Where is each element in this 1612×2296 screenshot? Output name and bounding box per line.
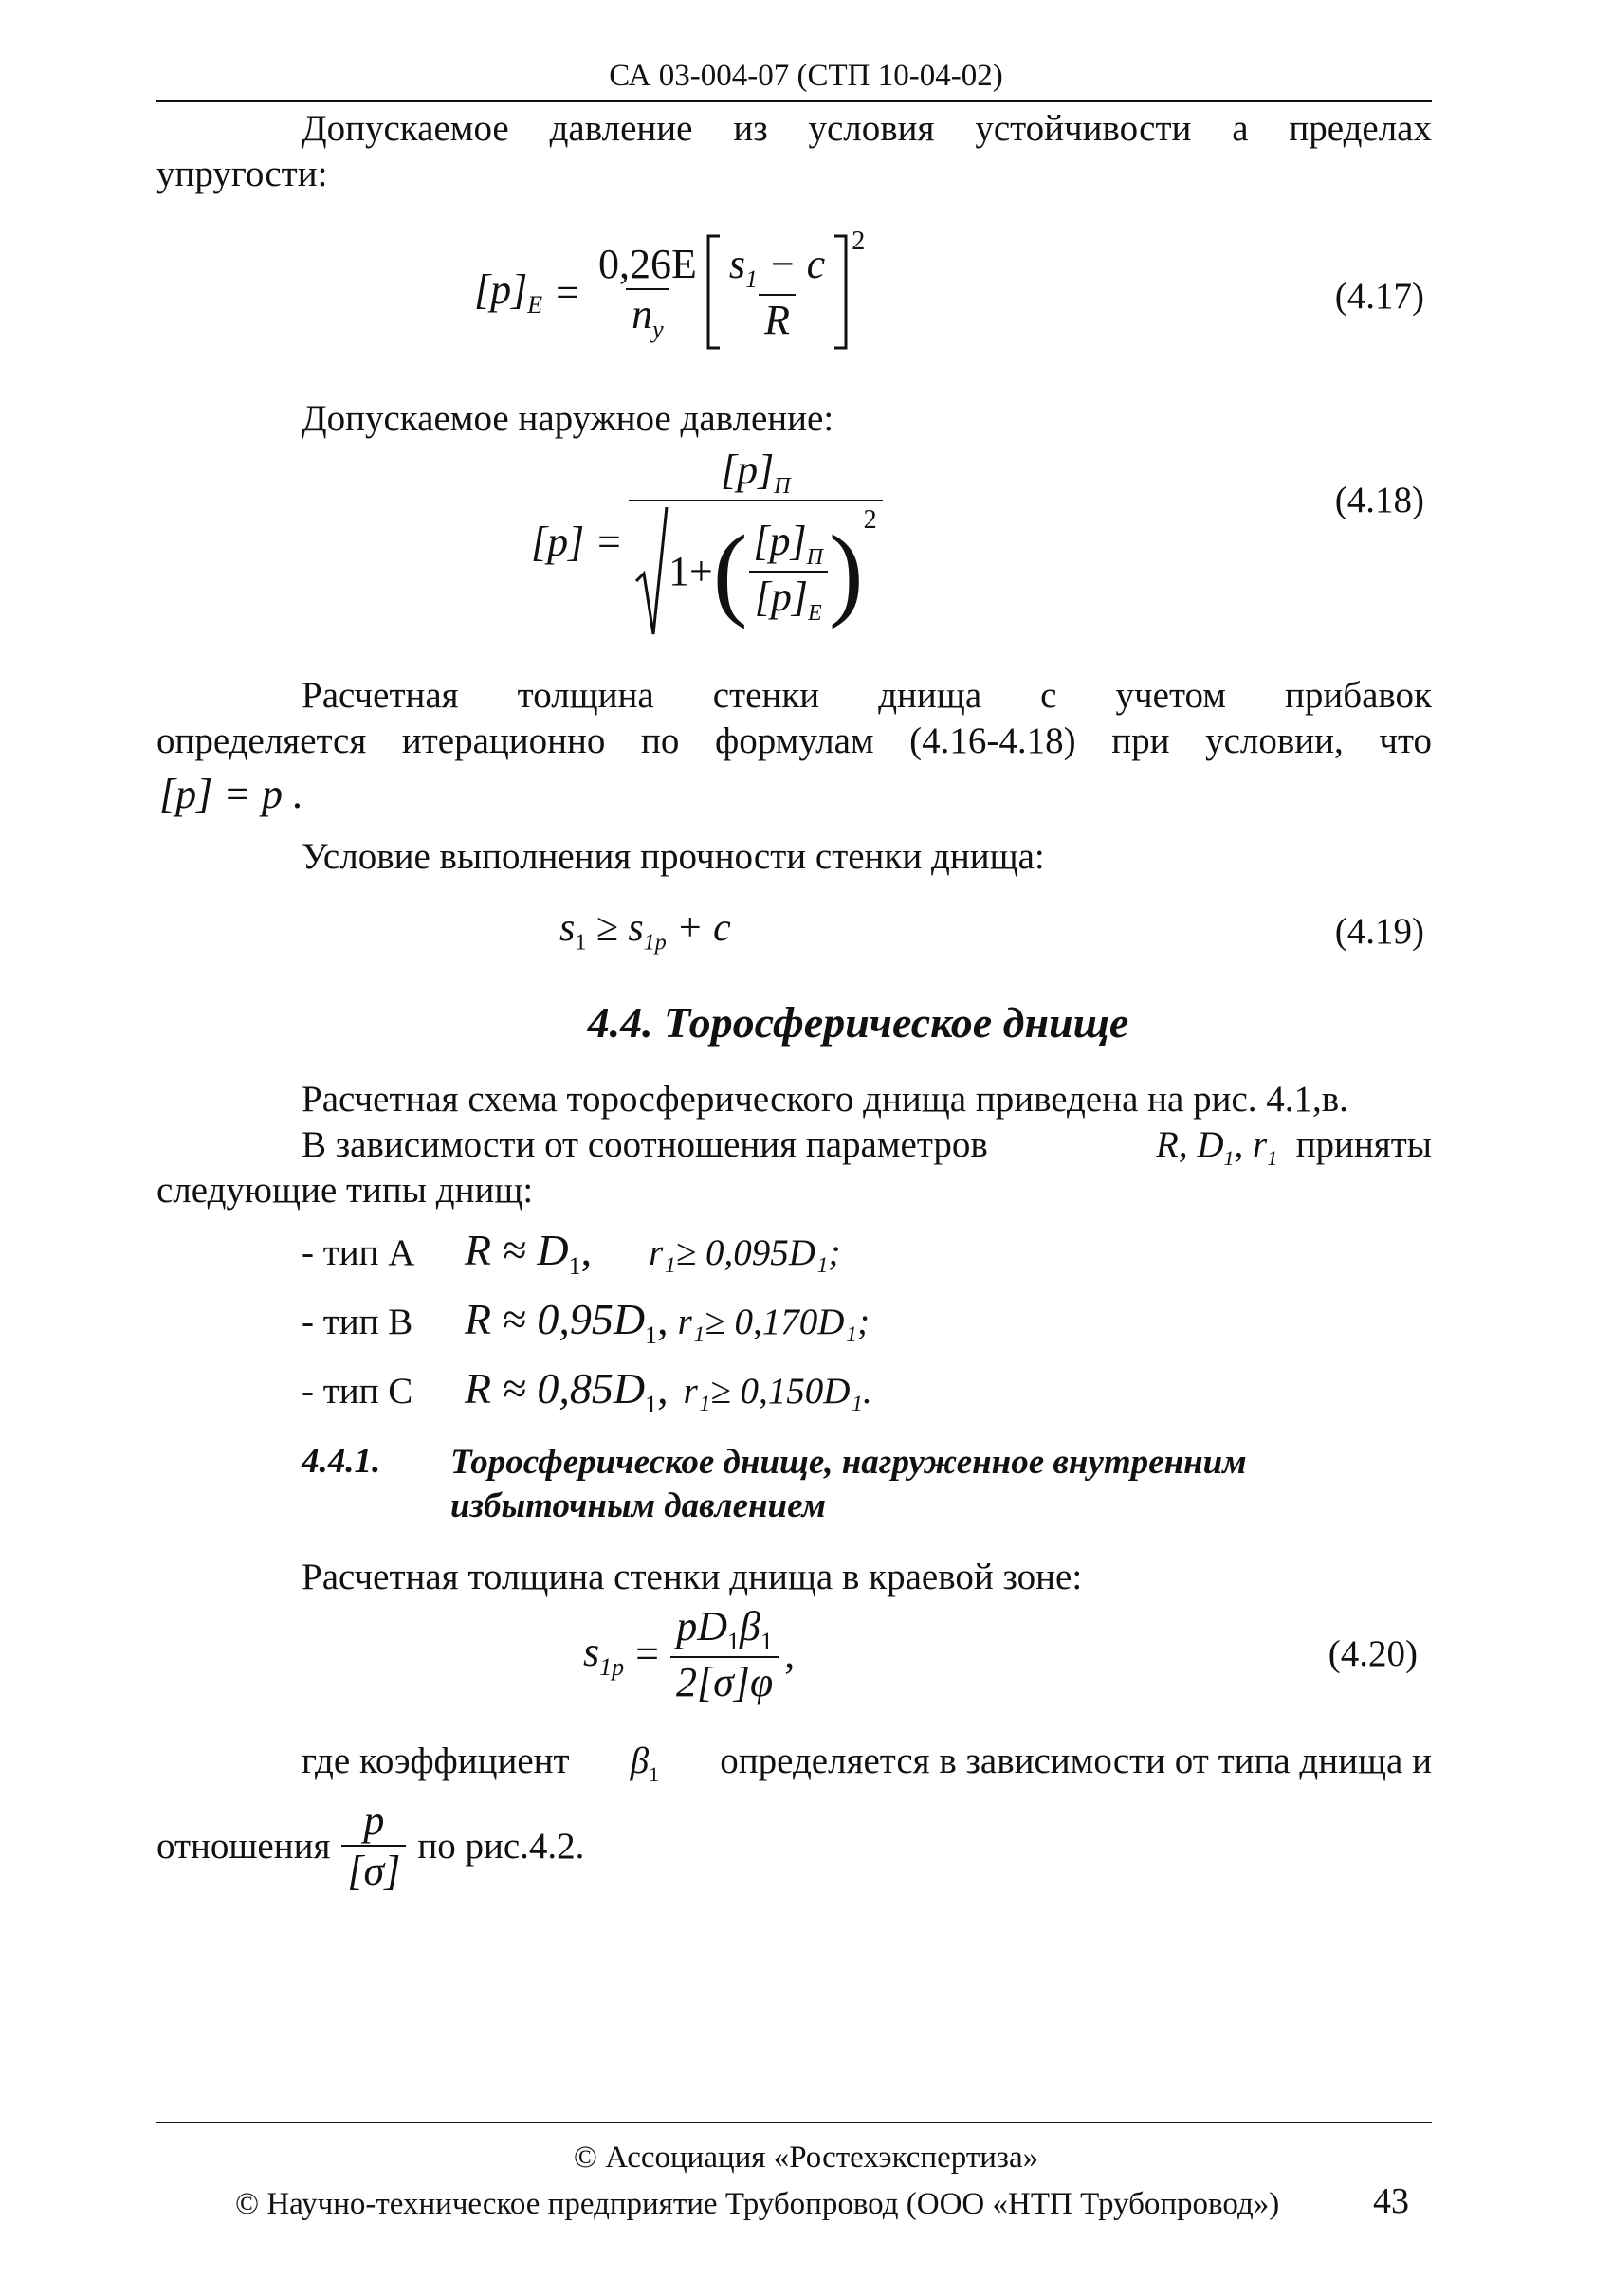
footer-line-1 xyxy=(0,2141,1612,2176)
left-paren: ( xyxy=(712,513,748,629)
equation-4-19: $s_1 \ge s_{1p} + c$ xyxy=(559,906,731,956)
subsection-number xyxy=(302,1441,380,1482)
type-label: - тип В xyxy=(302,1302,413,1342)
eq-lhs: $[p]_E$ xyxy=(474,265,543,319)
type-condition: r₁≥ 0,170D₁; xyxy=(677,1302,870,1342)
doc-code: СА 03-004-07 (СТП 10-04-02) xyxy=(609,59,1003,93)
inner-numerator: $[p]_П$ xyxy=(753,518,823,570)
type-item-c xyxy=(302,1363,872,1419)
paragraph-text: следующие типы днищ: xyxy=(156,1170,534,1211)
paragraph-text: отношения xyxy=(156,1825,331,1867)
type-formula: $R \approx 0,85D_1$, xyxy=(465,1364,669,1419)
parameter-list: R, $D_1$, $r_1$ приняты xyxy=(1156,1124,1432,1170)
left-bracket xyxy=(703,232,724,352)
footer-text: © Научно-техническое предприятие Трубопровод (ООО «НТП Трубопровод») xyxy=(235,2187,1280,2221)
equation-label: (4.18) xyxy=(1334,480,1424,520)
paragraph-line xyxy=(156,1168,533,1213)
footer-text: © Ассоциация «Ростехэкспертиза» xyxy=(573,2141,1039,2175)
right-bracket xyxy=(831,232,852,352)
right-paren: ) xyxy=(829,513,864,629)
heading-line: избыточным давлением xyxy=(450,1486,826,1525)
type-item-b xyxy=(302,1294,870,1350)
fraction-denominator: 2[σ]φ xyxy=(670,1656,779,1706)
exponent: 2 xyxy=(852,227,866,256)
inner-numerator: $s_1 - c$ xyxy=(728,241,826,293)
heading-text: 4.4. Торосферическое днище xyxy=(587,998,1129,1047)
paragraph-line xyxy=(156,719,1432,764)
eq-lhs: $s_{1p}$ xyxy=(583,1628,625,1681)
equation-label: (4.17) xyxy=(1334,276,1424,317)
type-label: - тип А xyxy=(302,1232,415,1273)
paragraph-scheme xyxy=(302,1077,1348,1122)
subsection-title xyxy=(450,1441,1247,1528)
footer-line-2 xyxy=(235,2187,1279,2222)
one-plus: 1+ xyxy=(668,548,713,595)
fraction-denominator xyxy=(629,500,883,638)
type-formula: $R \approx D_1$, xyxy=(465,1226,593,1281)
paragraph-text: Расчетная толщина стенки днища с учетом прибавок xyxy=(302,675,1432,716)
equation-label: (4.20) xyxy=(1328,1633,1418,1674)
paragraph-text: В зависимости от соотношения параметров xyxy=(302,1124,988,1165)
paragraph-line: Допускаемое давление из условия устойчивости а пределах xyxy=(302,108,1432,149)
paragraph-text: где коэффициент xyxy=(302,1740,570,1781)
eq-sign: = xyxy=(556,268,579,316)
paragraph-text: Расчетная толщина стенки днища в краевой зоне: xyxy=(302,1557,1083,1597)
paragraph-line xyxy=(302,1739,1432,1797)
page-number xyxy=(1373,2180,1409,2222)
paragraph-edge-zone xyxy=(302,1555,1082,1600)
inner-denominator: $[p]_E$ xyxy=(749,571,828,627)
sqrt-sign xyxy=(634,505,669,638)
equation-4-18 xyxy=(531,446,883,638)
eq-fraction xyxy=(593,240,703,344)
heading-line: Торосферическое днище, нагруженное внутренним xyxy=(450,1443,1247,1482)
inner-fraction xyxy=(747,517,829,627)
exponent: 2 xyxy=(863,504,877,535)
condition-formula xyxy=(159,770,303,818)
type-condition: r₁≥ 0,095D₁; xyxy=(649,1232,841,1273)
paragraph-line xyxy=(156,152,327,197)
eq-fraction xyxy=(670,1602,779,1706)
header-rule xyxy=(156,100,1432,102)
heading-number: 4.4.1. xyxy=(302,1442,381,1481)
beta-symbol: $\beta_1$ xyxy=(630,1740,660,1786)
ratio-fraction xyxy=(341,1796,406,1895)
footer-rule xyxy=(156,2122,1432,2123)
paragraph-strength xyxy=(302,834,1045,880)
inner-denominator: R xyxy=(759,294,796,344)
eq-lhs: [p] = xyxy=(531,518,623,565)
paragraph-text: определяется в зависимости от типа днища и xyxy=(720,1740,1432,1781)
type-formula: $R \approx 0,95D_1$, xyxy=(465,1295,669,1350)
fraction-numerator: $[p]_П$ xyxy=(720,446,791,499)
paragraph-stability xyxy=(302,106,1432,152)
page-number-text: 43 xyxy=(1373,2181,1409,2221)
fraction-denominator: [σ] xyxy=(341,1845,406,1895)
equation-4-17 xyxy=(474,227,866,352)
type-label: - тип С xyxy=(302,1371,413,1412)
paragraph-text: Расчетная схема торосферического днища приведена на рис. 4.1,в. xyxy=(302,1079,1348,1120)
paragraph-text: упругости: xyxy=(156,154,328,194)
paragraph-text: Допускаемое наружное давление: xyxy=(302,398,834,439)
equation-label: (4.19) xyxy=(1334,911,1424,952)
equation-4-20 xyxy=(583,1602,795,1706)
fraction-numerator: p xyxy=(363,1797,385,1844)
fraction-denominator: $n_y$ xyxy=(626,288,669,344)
fraction-numerator: $pD_1\beta_1$ xyxy=(676,1603,773,1655)
eq-sign: = xyxy=(635,1631,659,1678)
formula-text: [p] = p . xyxy=(159,771,303,817)
paragraph-text: по рис.4.2. xyxy=(417,1825,585,1867)
type-item-a xyxy=(302,1225,840,1281)
fraction-numerator: 0,26E xyxy=(597,241,697,288)
paragraph-external-pressure xyxy=(302,396,833,442)
paragraph-text: определяется итерационно по формулам (4.16-4.18) при условии, что xyxy=(156,720,1432,761)
section-heading xyxy=(0,997,1612,1048)
eq-tail: , xyxy=(784,1631,796,1678)
paragraph-text: Условие выполнения прочности стенки днища: xyxy=(302,836,1045,877)
document-header xyxy=(0,59,1612,94)
eq-fraction xyxy=(629,446,883,638)
paragraph-line xyxy=(302,673,1432,719)
bracket-fraction xyxy=(724,240,831,344)
paragraph-line xyxy=(156,1796,584,1895)
type-condition: r₁≥ 0,150D₁. xyxy=(683,1371,872,1412)
